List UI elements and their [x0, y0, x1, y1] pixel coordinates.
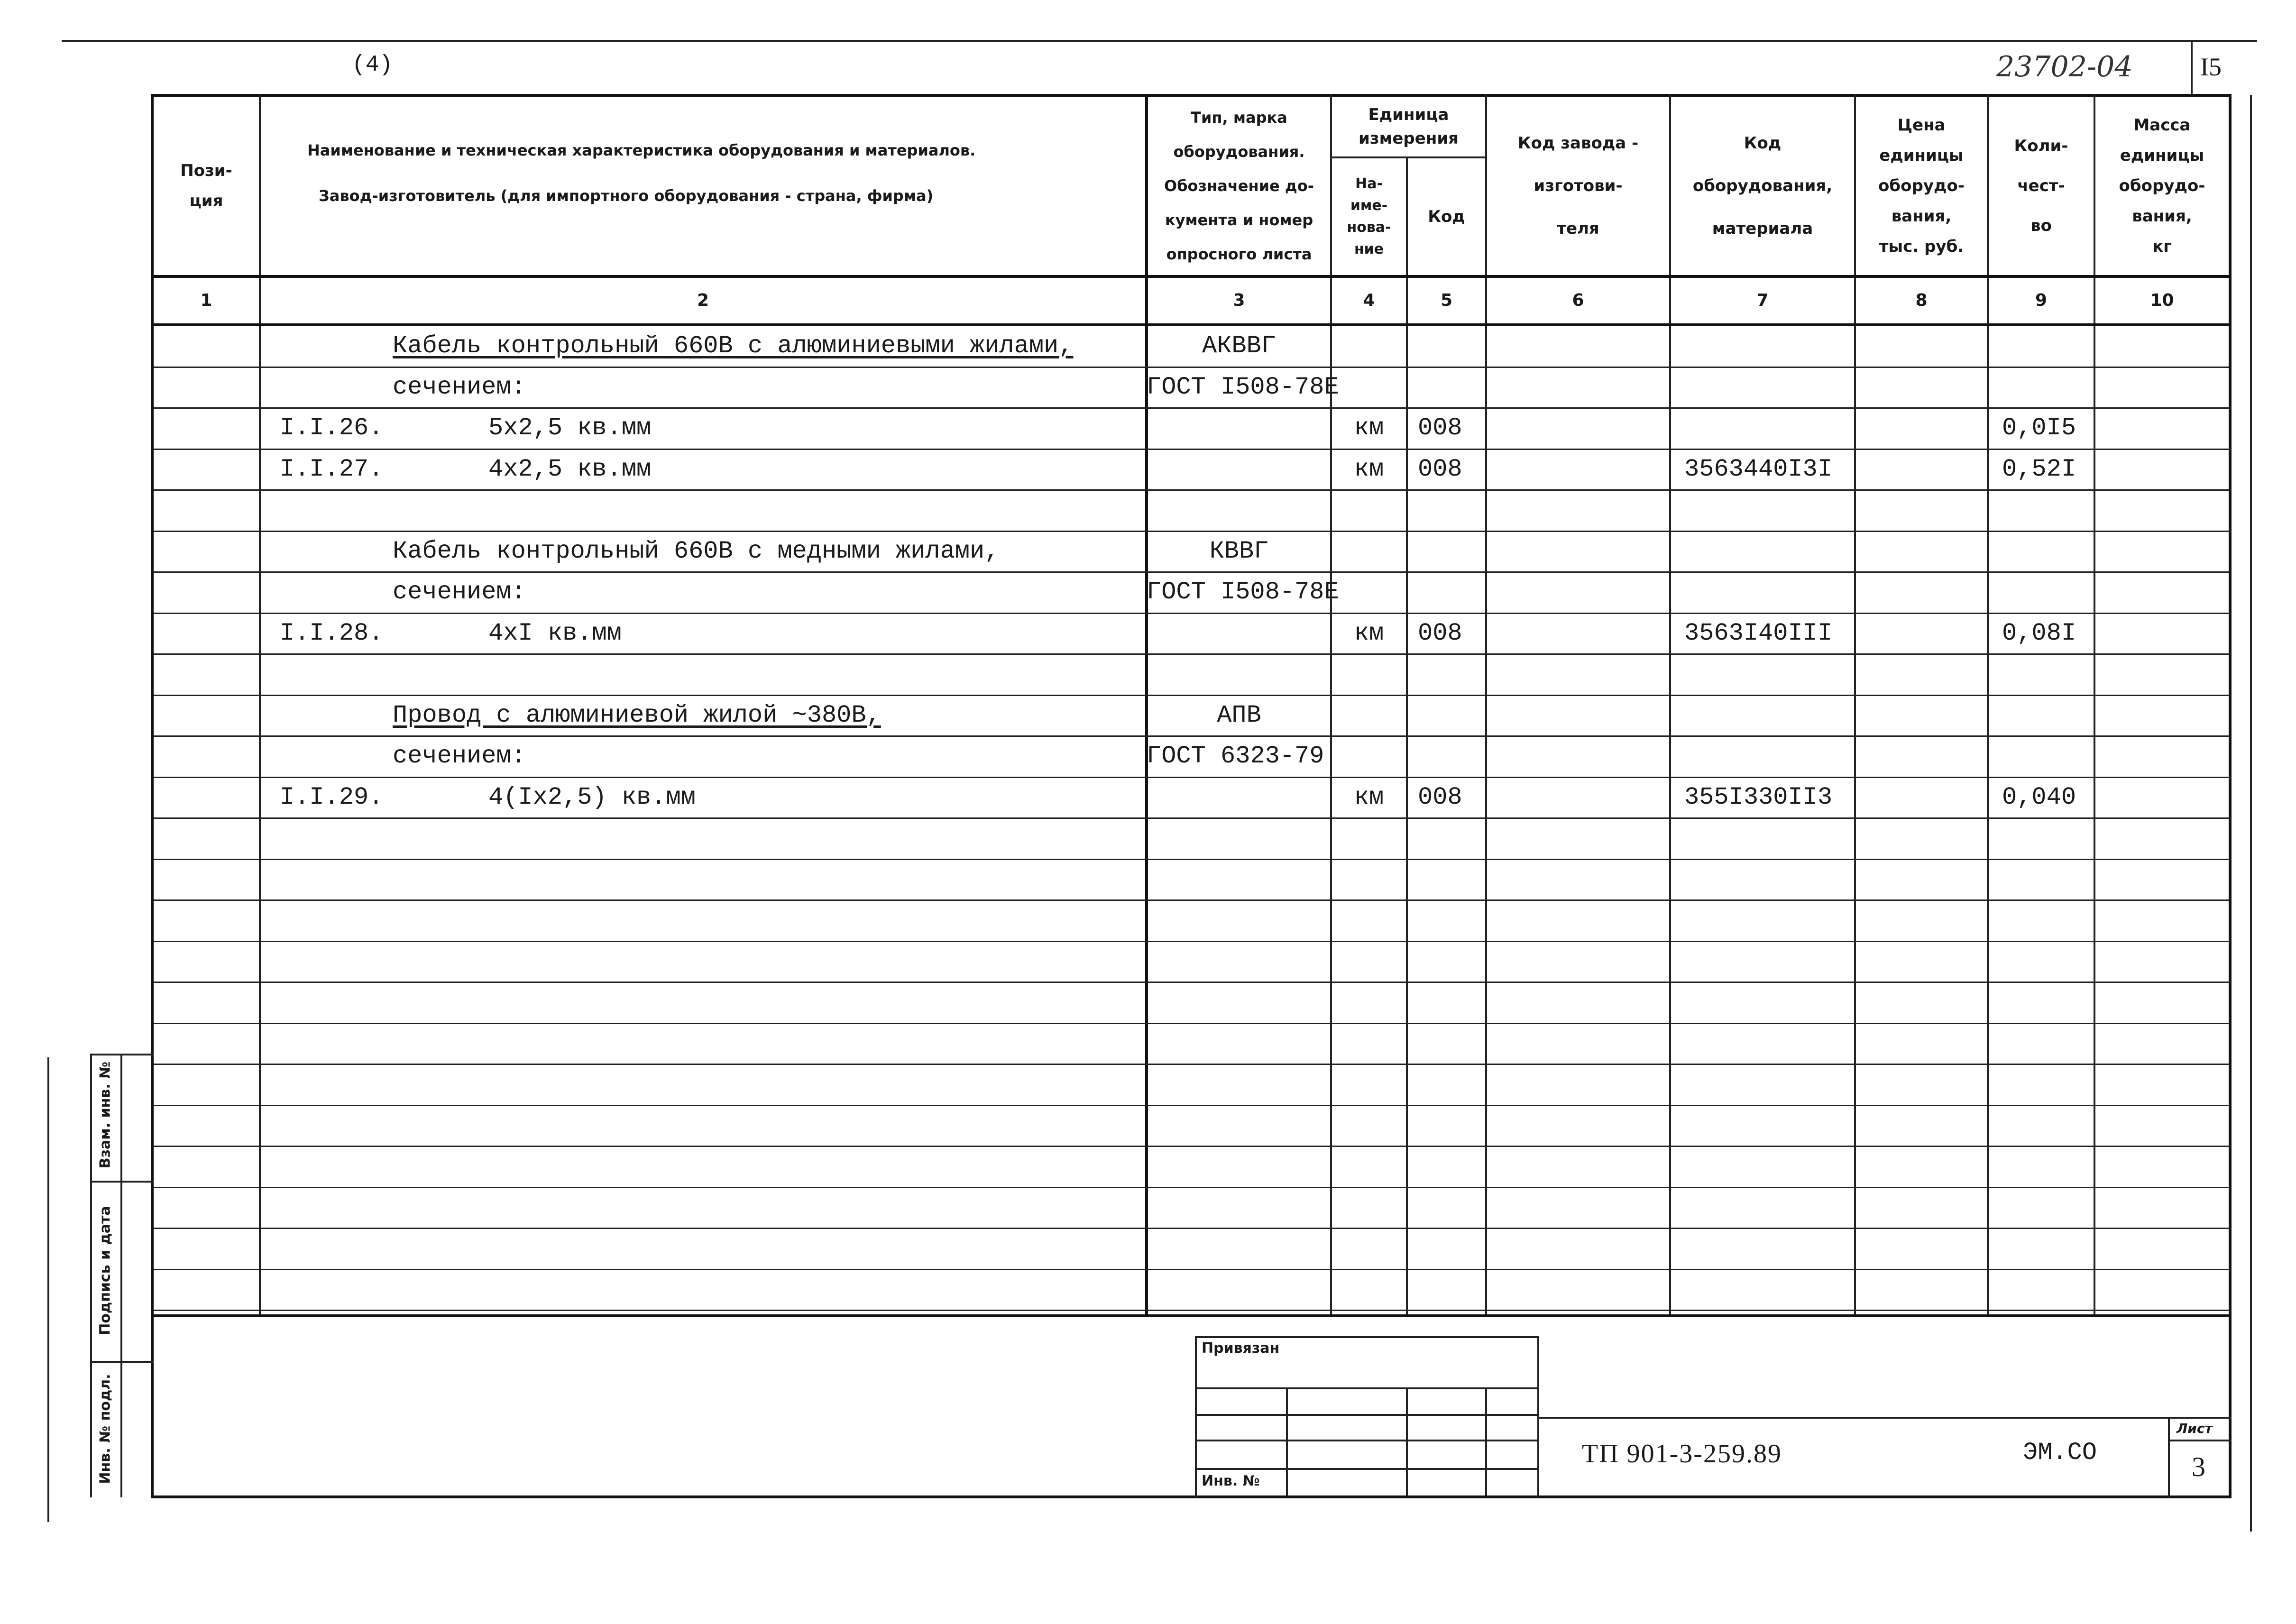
row-type: АПВ — [1217, 701, 1261, 729]
row-type: ГОСТ I508-78Е — [1147, 373, 1339, 401]
row-line — [154, 1269, 2229, 1270]
row-name: 4хI кв.мм — [488, 619, 622, 647]
row-type: АКВВГ — [1202, 332, 1277, 360]
row-quantity: 0,0I5 — [2002, 414, 2076, 442]
header-unit-code: Код — [1428, 207, 1465, 226]
side-label-inv: Инв. № подл. — [97, 1374, 114, 1484]
row-name: Кабель контрольный 660В с медными жилами, — [393, 537, 1000, 565]
row-quantity: 0,040 — [2002, 783, 2076, 811]
row-line — [154, 1023, 2229, 1024]
row-line — [154, 941, 2229, 942]
col-number-4: 4 — [1363, 291, 1375, 310]
header-plant-code: Код завода - изготови- теля — [1517, 134, 1639, 238]
row-unit-code: 008 — [1418, 783, 1462, 811]
row-name: Провод с алюминиевой жилой ~380В, — [393, 701, 881, 729]
row-line — [154, 777, 2229, 778]
row-line — [154, 817, 2229, 819]
table-bottom — [151, 1314, 2232, 1317]
row-name: сечением: — [393, 373, 526, 401]
col-number-7: 7 — [1756, 291, 1769, 310]
row-unit: км — [1354, 783, 1384, 811]
col-number-10: 10 — [2150, 291, 2174, 310]
row-line — [154, 1146, 2229, 1147]
header-material-code: Код оборудования, материала — [1692, 134, 1833, 238]
row-type: КВВГ — [1209, 537, 1269, 565]
header-unit-name: На- име- нова- ние — [1347, 175, 1391, 257]
col-number-9: 9 — [2035, 291, 2048, 310]
row-type: ГОСТ 6323-79 — [1147, 742, 1324, 770]
row-name: сечением: — [393, 742, 526, 770]
sheet-left-label: (4) — [352, 52, 393, 78]
row-name: сечением: — [393, 578, 526, 606]
row-type: ГОСТ I508-78Е — [1147, 578, 1339, 606]
header-name-line1: Наименование и техническая характеристика оборудования и материалов. — [307, 141, 976, 159]
row-unit: км — [1354, 414, 1384, 442]
row-name: 4(Iх2,5) кв.мм — [488, 783, 696, 811]
stamp-document-number: ТП 901-3-259.89 — [1582, 1439, 1782, 1468]
row-line — [154, 531, 2229, 532]
row-name: 4х2,5 кв.мм — [488, 455, 652, 483]
row-line — [154, 571, 2229, 573]
row-line — [154, 1105, 2229, 1106]
row-line — [154, 859, 2229, 860]
stamp-privyazan: Привязан — [1202, 1340, 1280, 1357]
row-position: I.I.28. — [280, 619, 384, 647]
row-position: I.I.26. — [280, 414, 384, 442]
stamp-list-label: Лист — [2177, 1421, 2213, 1436]
row-line — [154, 1064, 2229, 1065]
row-line — [154, 407, 2229, 409]
row-line — [154, 367, 2229, 368]
row-unit-code: 008 — [1418, 414, 1462, 442]
col-number-6: 6 — [1572, 291, 1584, 310]
row-line — [154, 695, 2229, 696]
header-name-line2: Завод-изготовитель (для импортного оборудования - страна, фирма) — [319, 187, 934, 205]
frame-right — [2229, 94, 2232, 1497]
stamp-list-number: 3 — [2192, 1451, 2205, 1482]
stamp-inv-no: Инв. № — [1202, 1473, 1260, 1489]
row-line — [154, 1310, 2229, 1311]
row-unit: км — [1354, 619, 1384, 647]
row-line — [154, 449, 2229, 450]
row-line — [154, 1187, 2229, 1188]
col-number-1: 1 — [200, 291, 212, 310]
header-position: Пози- ция — [180, 161, 232, 211]
row-material-code: 3563I40III — [1684, 619, 1833, 647]
header-mass: Масса единицы оборудо- вания, кг — [2119, 116, 2205, 256]
col-number-3: 3 — [1233, 291, 1245, 310]
row-quantity: 0,52I — [2002, 455, 2076, 483]
row-line — [154, 982, 2229, 983]
row-position: I.I.29. — [280, 783, 384, 811]
row-line — [154, 613, 2229, 614]
col-number-8: 8 — [1915, 291, 1928, 310]
header-price: Цена единицы оборудо- вания, тыс. руб. — [1878, 116, 1965, 256]
row-position: I.I.27. — [280, 455, 384, 483]
sheet-number-divider — [2191, 42, 2193, 95]
row-line — [154, 899, 2229, 901]
row-material-code: 355I330II3 — [1684, 783, 1833, 811]
stamp-section: ЭМ.СО — [2023, 1439, 2097, 1467]
page-right-edge — [2250, 95, 2252, 1532]
page-left-edge — [47, 1057, 49, 1522]
frame-bottom — [151, 1496, 2232, 1498]
side-label-vzam: Взам. инв. № — [97, 1061, 114, 1169]
row-line — [154, 1228, 2229, 1229]
header-unit: Единица измерения — [1359, 105, 1459, 148]
document-code: 23702-04 — [1996, 50, 2133, 83]
row-name: 5х2,5 кв.мм — [488, 414, 652, 442]
col-number-2: 2 — [697, 291, 709, 310]
row-unit-code: 008 — [1418, 619, 1462, 647]
row-line — [154, 489, 2229, 491]
row-quantity: 0,08I — [2002, 619, 2076, 647]
side-panel-left — [90, 1054, 92, 1497]
row-unit: км — [1354, 455, 1384, 483]
side-label-podpis: Подпись и дата — [97, 1206, 114, 1335]
row-line — [154, 735, 2229, 737]
side-panel-mid — [120, 1054, 122, 1497]
sheet-number: I5 — [2200, 53, 2222, 81]
header-type: Тип, марка оборудования. Обозначение до- кумента и номер опросного листа — [1164, 109, 1314, 263]
col-number-5: 5 — [1440, 291, 1453, 310]
row-material-code: 3563440I3I — [1684, 455, 1833, 483]
top-border — [62, 40, 2257, 42]
row-name: Кабель контрольный 660В с алюминиевыми жилами, — [393, 332, 1074, 360]
row-line — [154, 653, 2229, 655]
header-quantity: Коли- чест- во — [2014, 137, 2068, 235]
row-unit-code: 008 — [1418, 455, 1462, 483]
